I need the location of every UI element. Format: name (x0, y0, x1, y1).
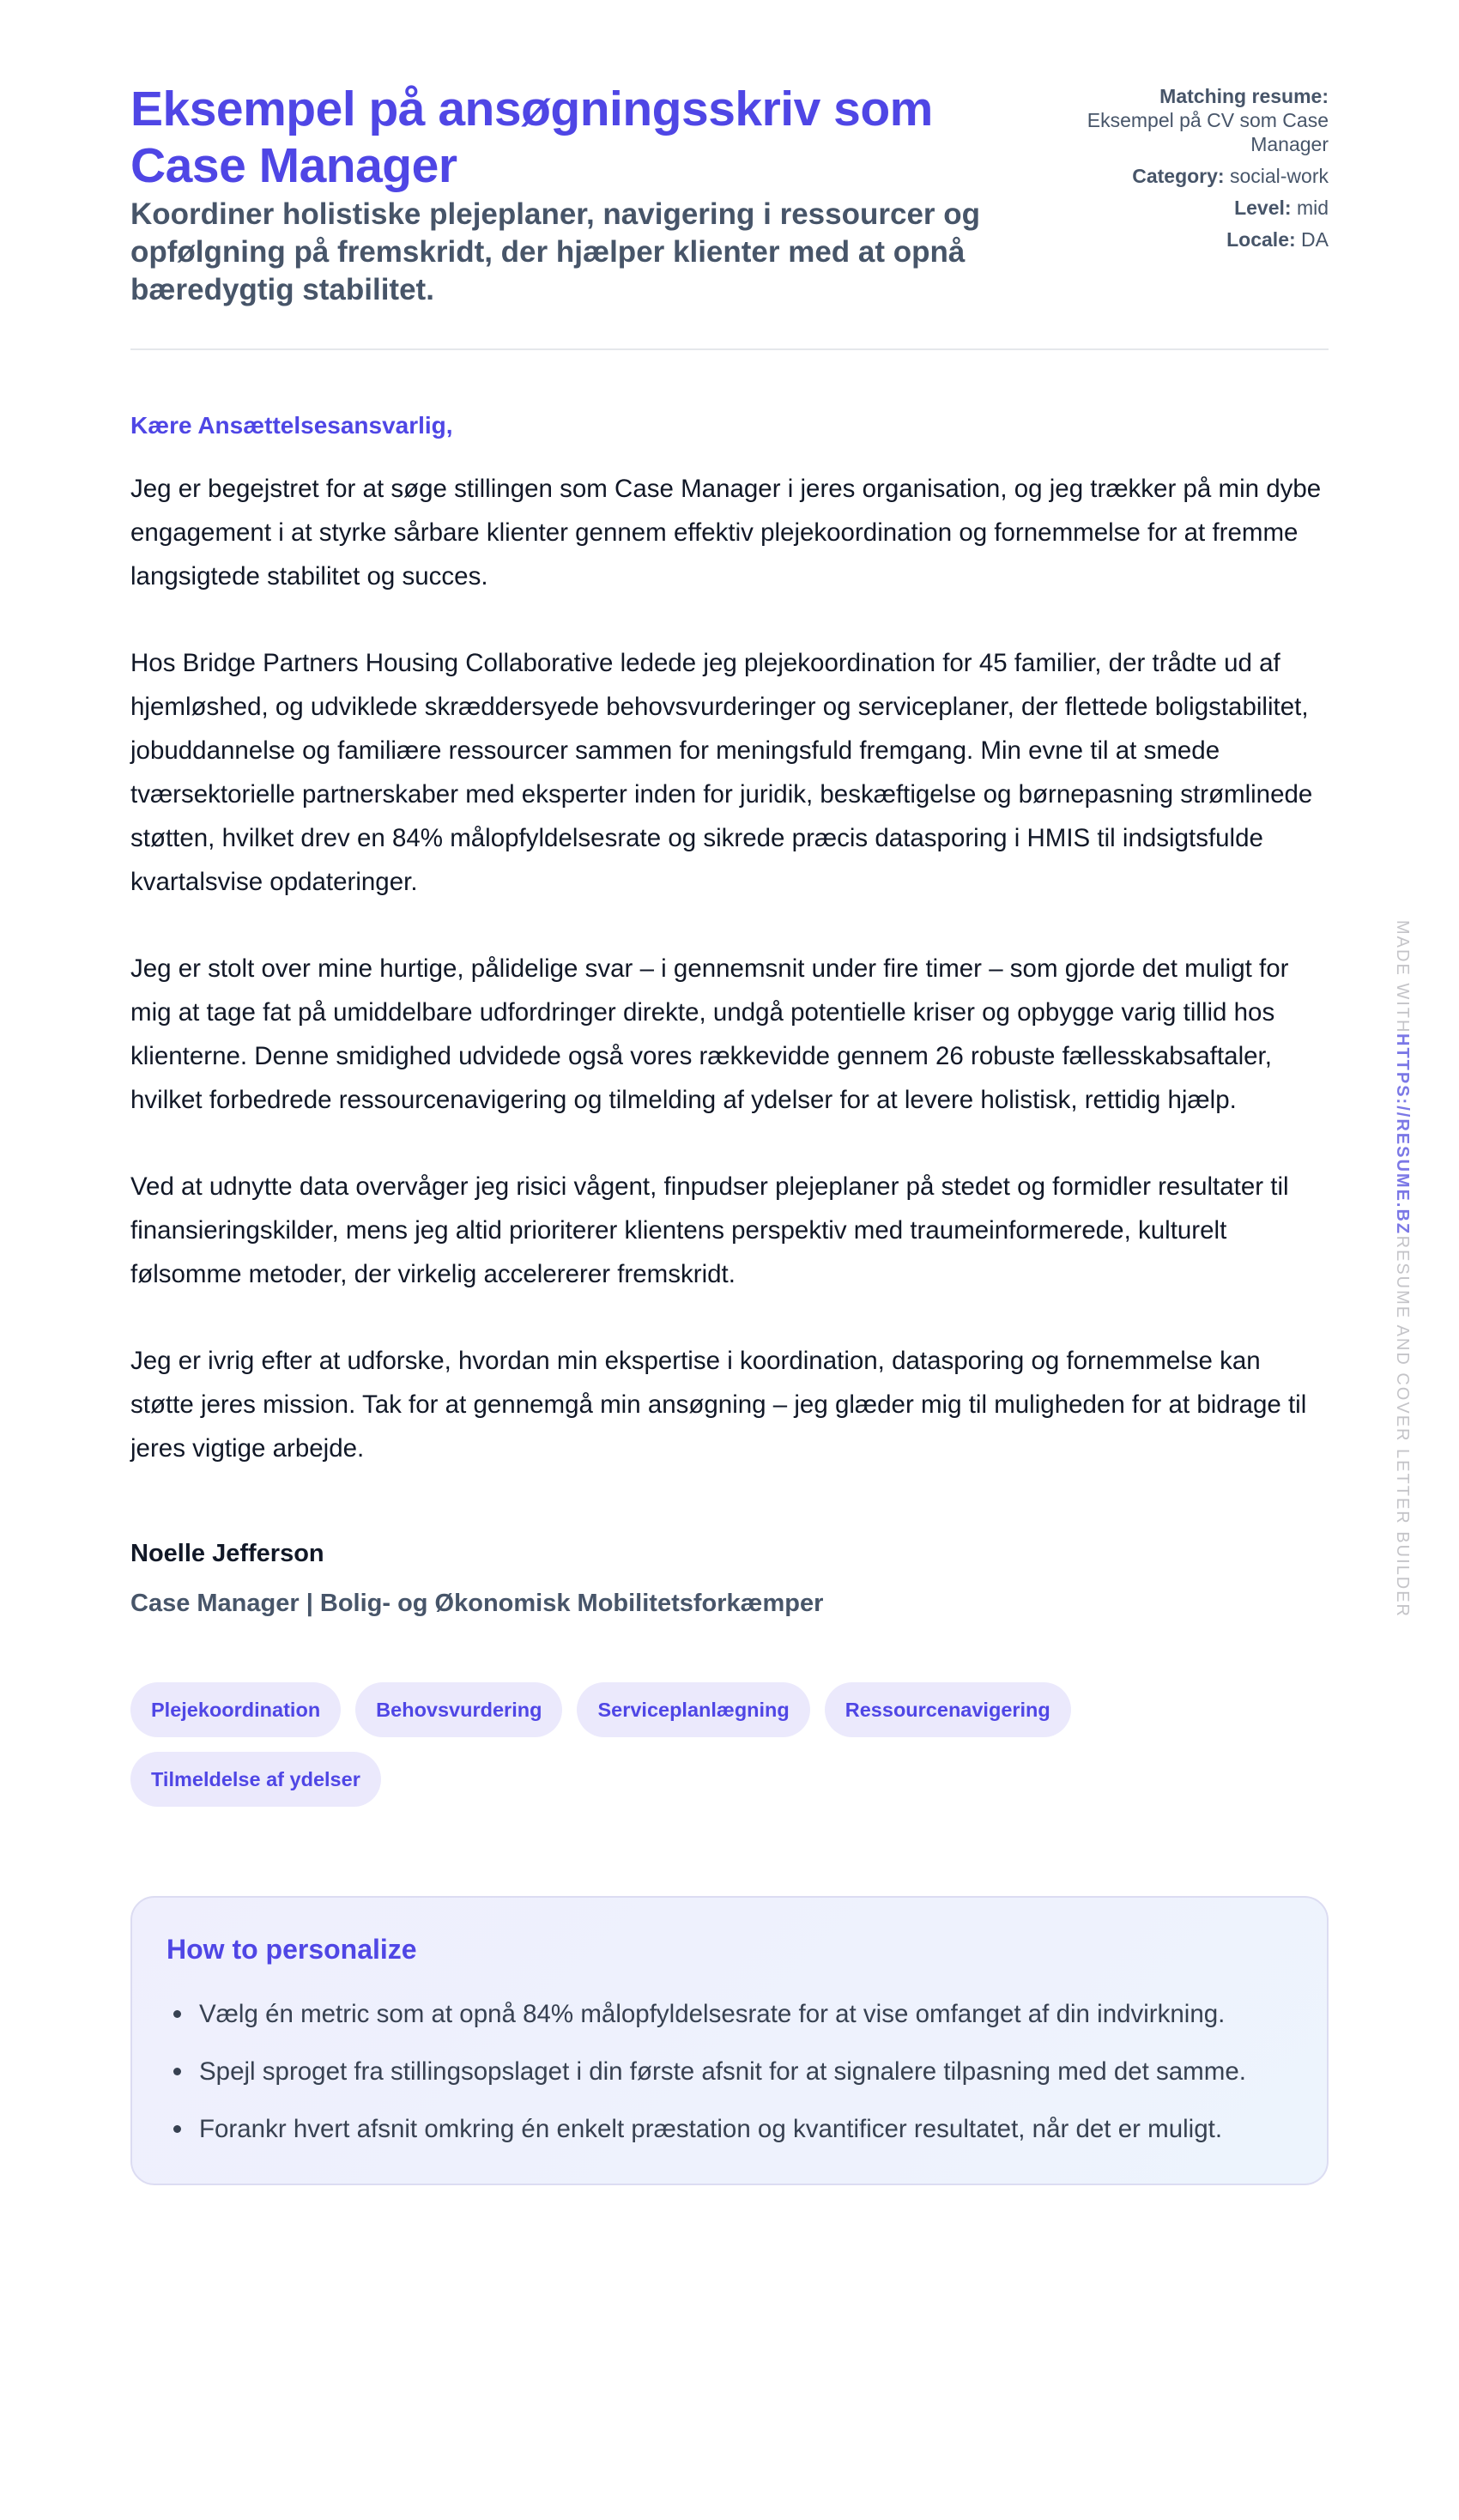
skill-tag[interactable]: Tilmeldelse af ydelser (130, 1752, 381, 1807)
skill-tag[interactable]: Behovsvurdering (355, 1682, 562, 1737)
meta-label: Level: (1234, 197, 1292, 219)
content-column (130, 81, 1329, 2185)
meta-matching-resume (1071, 84, 1329, 156)
letter-paragraph: Hos Bridge Partners Housing Collaborative ledede jeg plejekoordination for 45 familier, der trådte ud af hjemløshed, og udviklede skræddersyede behovsvurderinger og serviceplaner, der flettede boligstabilitet, jobuddannelse og familiære ressourcer sammen for meningsfuld fremgang. Min evne til at smede tværsektorielle partnerskaber med eksperter inden for juridik, beskæftigelse og børnepasning strømlinede støtten, hvilket drev en 84% målopfyldelsesrate og sikrede præcis datasporing i HMIS til indsigtsfulde kvartalsvise opdateringer. (130, 649, 1313, 896)
tips-title: How to personalize (166, 1934, 417, 1965)
page-subtitle: Koordiner holistiske plejeplaner, navigering i ressourcer og opfølgning på fremskridt, der hjælper klienter med at opnå bæredygtig stabilitet. (130, 197, 981, 306)
letter-paragraph: Ved at udnytte data overvåger jeg risici vågent, finpudser plejeplaner på stedet og formidler resultater til finansieringskilder, mens jeg altid prioriterer klientens perspektiv med traumeinformerede, kulturelt følsomme metoder, der virkelig accelererer fremskridt. (130, 1172, 1289, 1288)
skill-tag[interactable]: Serviceplanlægning (577, 1682, 809, 1737)
letter-paragraph: Jeg er ivrig efter at udforske, hvordan min ekspertise i koordination, datasporing og fornemmelse kan støtte jeres mission. Tak for at gennemgå min ansøgning – jeg glæder mig til muligheden for at bidrage til jeres vigtige arbejde. (130, 1347, 1307, 1463)
meta-level (1071, 196, 1329, 220)
meta-value: social-work (1229, 165, 1329, 187)
watermark-prefix: MADE WITH (1393, 920, 1412, 1034)
page-header (130, 81, 1329, 350)
meta-value: mid (1296, 197, 1329, 219)
letter-body (130, 410, 1329, 1620)
salutation: Kære Ansættelsesansvarlig, (130, 412, 453, 439)
tip-item (166, 2107, 1293, 2151)
letter-paragraphs (130, 467, 1329, 1470)
tip-item (166, 2050, 1293, 2093)
tip-text: Spejl sproget fra stillingsopslaget i din første afsnit for at signalere tilpasning med det samme. (199, 2057, 1246, 2086)
page-title: Eksempel på ansøgningsskriv som Case Manager (130, 82, 933, 193)
matching-resume-link[interactable]: Eksempel på CV som Case Manager (1087, 109, 1329, 155)
meta-panel (1071, 81, 1329, 259)
tips-list (166, 1992, 1293, 2151)
signature-name: Noelle Jefferson (130, 1540, 324, 1567)
header-titles (130, 81, 1040, 309)
letter-paragraph: Jeg er stolt over mine hurtige, pålidelige svar – i gennemsnit under fire timer – som gjorde det muligt for mig at tage fat på umiddelbare udfordringer direkte, undgå potentielle kriser og opbygge varig tillid hos klienterne. Denne smidighed udvidede også vores rækkevidde gennem 26 robuste fællesskabsaftaler, hvilket forbedrede ressourcenavigering og tilmelding af ydelser for at levere holistisk, rettidig hjælp. (130, 954, 1289, 1114)
bullet-icon (173, 2125, 181, 2133)
skill-tag[interactable]: Ressourcenavigering (825, 1682, 1071, 1737)
made-with-watermark (1389, 920, 1416, 1624)
skill-tags (130, 1682, 1160, 1807)
bullet-icon (173, 2010, 181, 2018)
meta-value: DA (1301, 228, 1329, 251)
meta-label: Locale: (1226, 228, 1296, 251)
tip-text: Vælg én metric som at opnå 84% målopfyldelsesrate for at vise omfanget af din indvirkning. (199, 2000, 1226, 2028)
meta-label: Matching resume: (1159, 85, 1329, 107)
tip-item (166, 1992, 1293, 2036)
bullet-icon (173, 2068, 181, 2075)
meta-label: Category: (1132, 165, 1225, 187)
signature-title: Case Manager | Bolig- og Økonomisk Mobilitetsforkæmper (130, 1590, 824, 1617)
watermark-link[interactable]: HTTPS://RESUME.BZ (1393, 1033, 1412, 1236)
meta-locale (1071, 227, 1329, 251)
tip-text: Forankr hvert afsnit omkring én enkelt præstation og kvantificer resultatet, når det er muligt. (199, 2115, 1223, 2143)
signature-block (130, 1536, 1329, 1620)
meta-category (1071, 164, 1329, 188)
skill-tag[interactable]: Plejekoordination (130, 1682, 341, 1737)
letter-paragraph: Jeg er begejstret for at søge stillingen som Case Manager i jeres organisation, og jeg trækker på min dybe engagement i at styrke sårbare klienter gennem effektiv plejekoordination og fornemmelse for at fremme langsigtede stabilitet og succes. (130, 475, 1322, 591)
watermark-suffix: RESUME AND COVER LETTER BUILDER (1393, 1235, 1412, 1618)
personalize-tips-card (130, 1896, 1329, 2185)
